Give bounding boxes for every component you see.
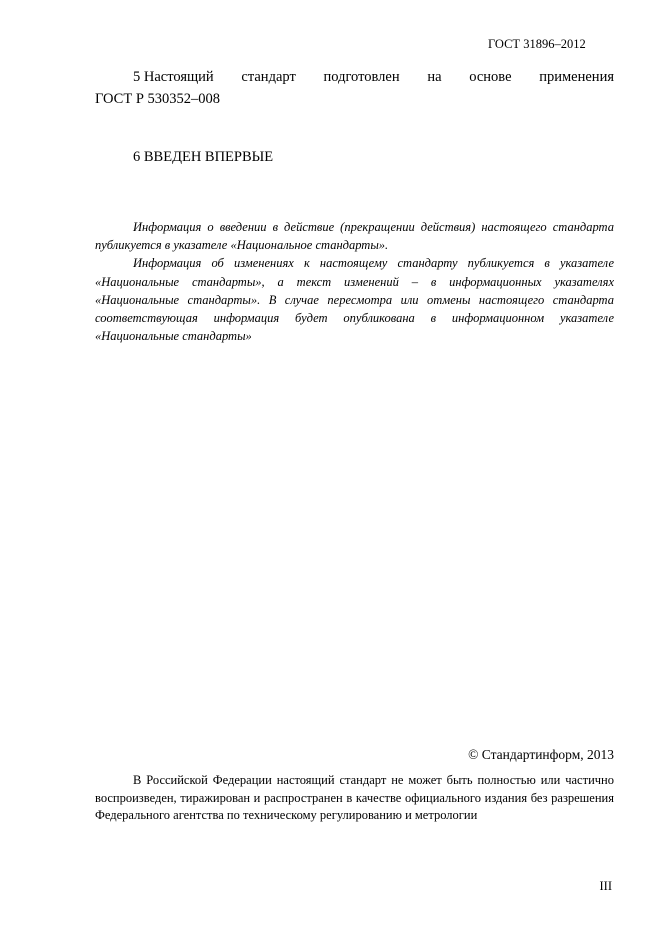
item5-word: подготовлен bbox=[323, 69, 400, 85]
copyright-notice: © Стандартинформ, 2013 bbox=[468, 747, 614, 762]
item5-word: стандарт bbox=[241, 69, 296, 85]
preface-item-6: 6 ВВЕДЕН ВПЕРВЫЕ bbox=[133, 149, 274, 165]
item5-word: 5 Настоящий bbox=[133, 69, 214, 85]
standard-code-header: ГОСТ 31896–2012 bbox=[488, 37, 586, 51]
page-number: III bbox=[599, 879, 612, 893]
info-paragraph-changes: Информация об изменениях к настоящему стандарту публикуется в указателе «Национальные стандарты», а текст изменений – в информационных указателях «Национальные стандарты». В случае пересмотра или отмены настоящего стандарта соответствующая информация будет опубликована в информационном указателе «Национальные стандарты» bbox=[95, 256, 614, 344]
preface-item-5-line-2: ГОСТ Р 530352–008 bbox=[95, 91, 221, 107]
rights-notice bbox=[95, 772, 614, 825]
preface-item-5-line-1 bbox=[95, 68, 614, 87]
info-paragraph-introduction: Информация о введении в действие (прекращении действия) настоящего стандарта публикуется в указателе «Национальное стандарты». bbox=[95, 220, 614, 253]
item5-word: основе bbox=[469, 69, 512, 85]
item5-word: на bbox=[427, 69, 442, 85]
info-block bbox=[95, 218, 614, 345]
rights-notice-text: В Российской Федерации настоящий стандарт не может быть полностью или частично воспроизведен, тиражирован и распространен в качестве официального издания без разрешения Федерального агентства по техническому регулированию и метрологии bbox=[95, 773, 614, 822]
item5-word: применения bbox=[539, 69, 614, 85]
